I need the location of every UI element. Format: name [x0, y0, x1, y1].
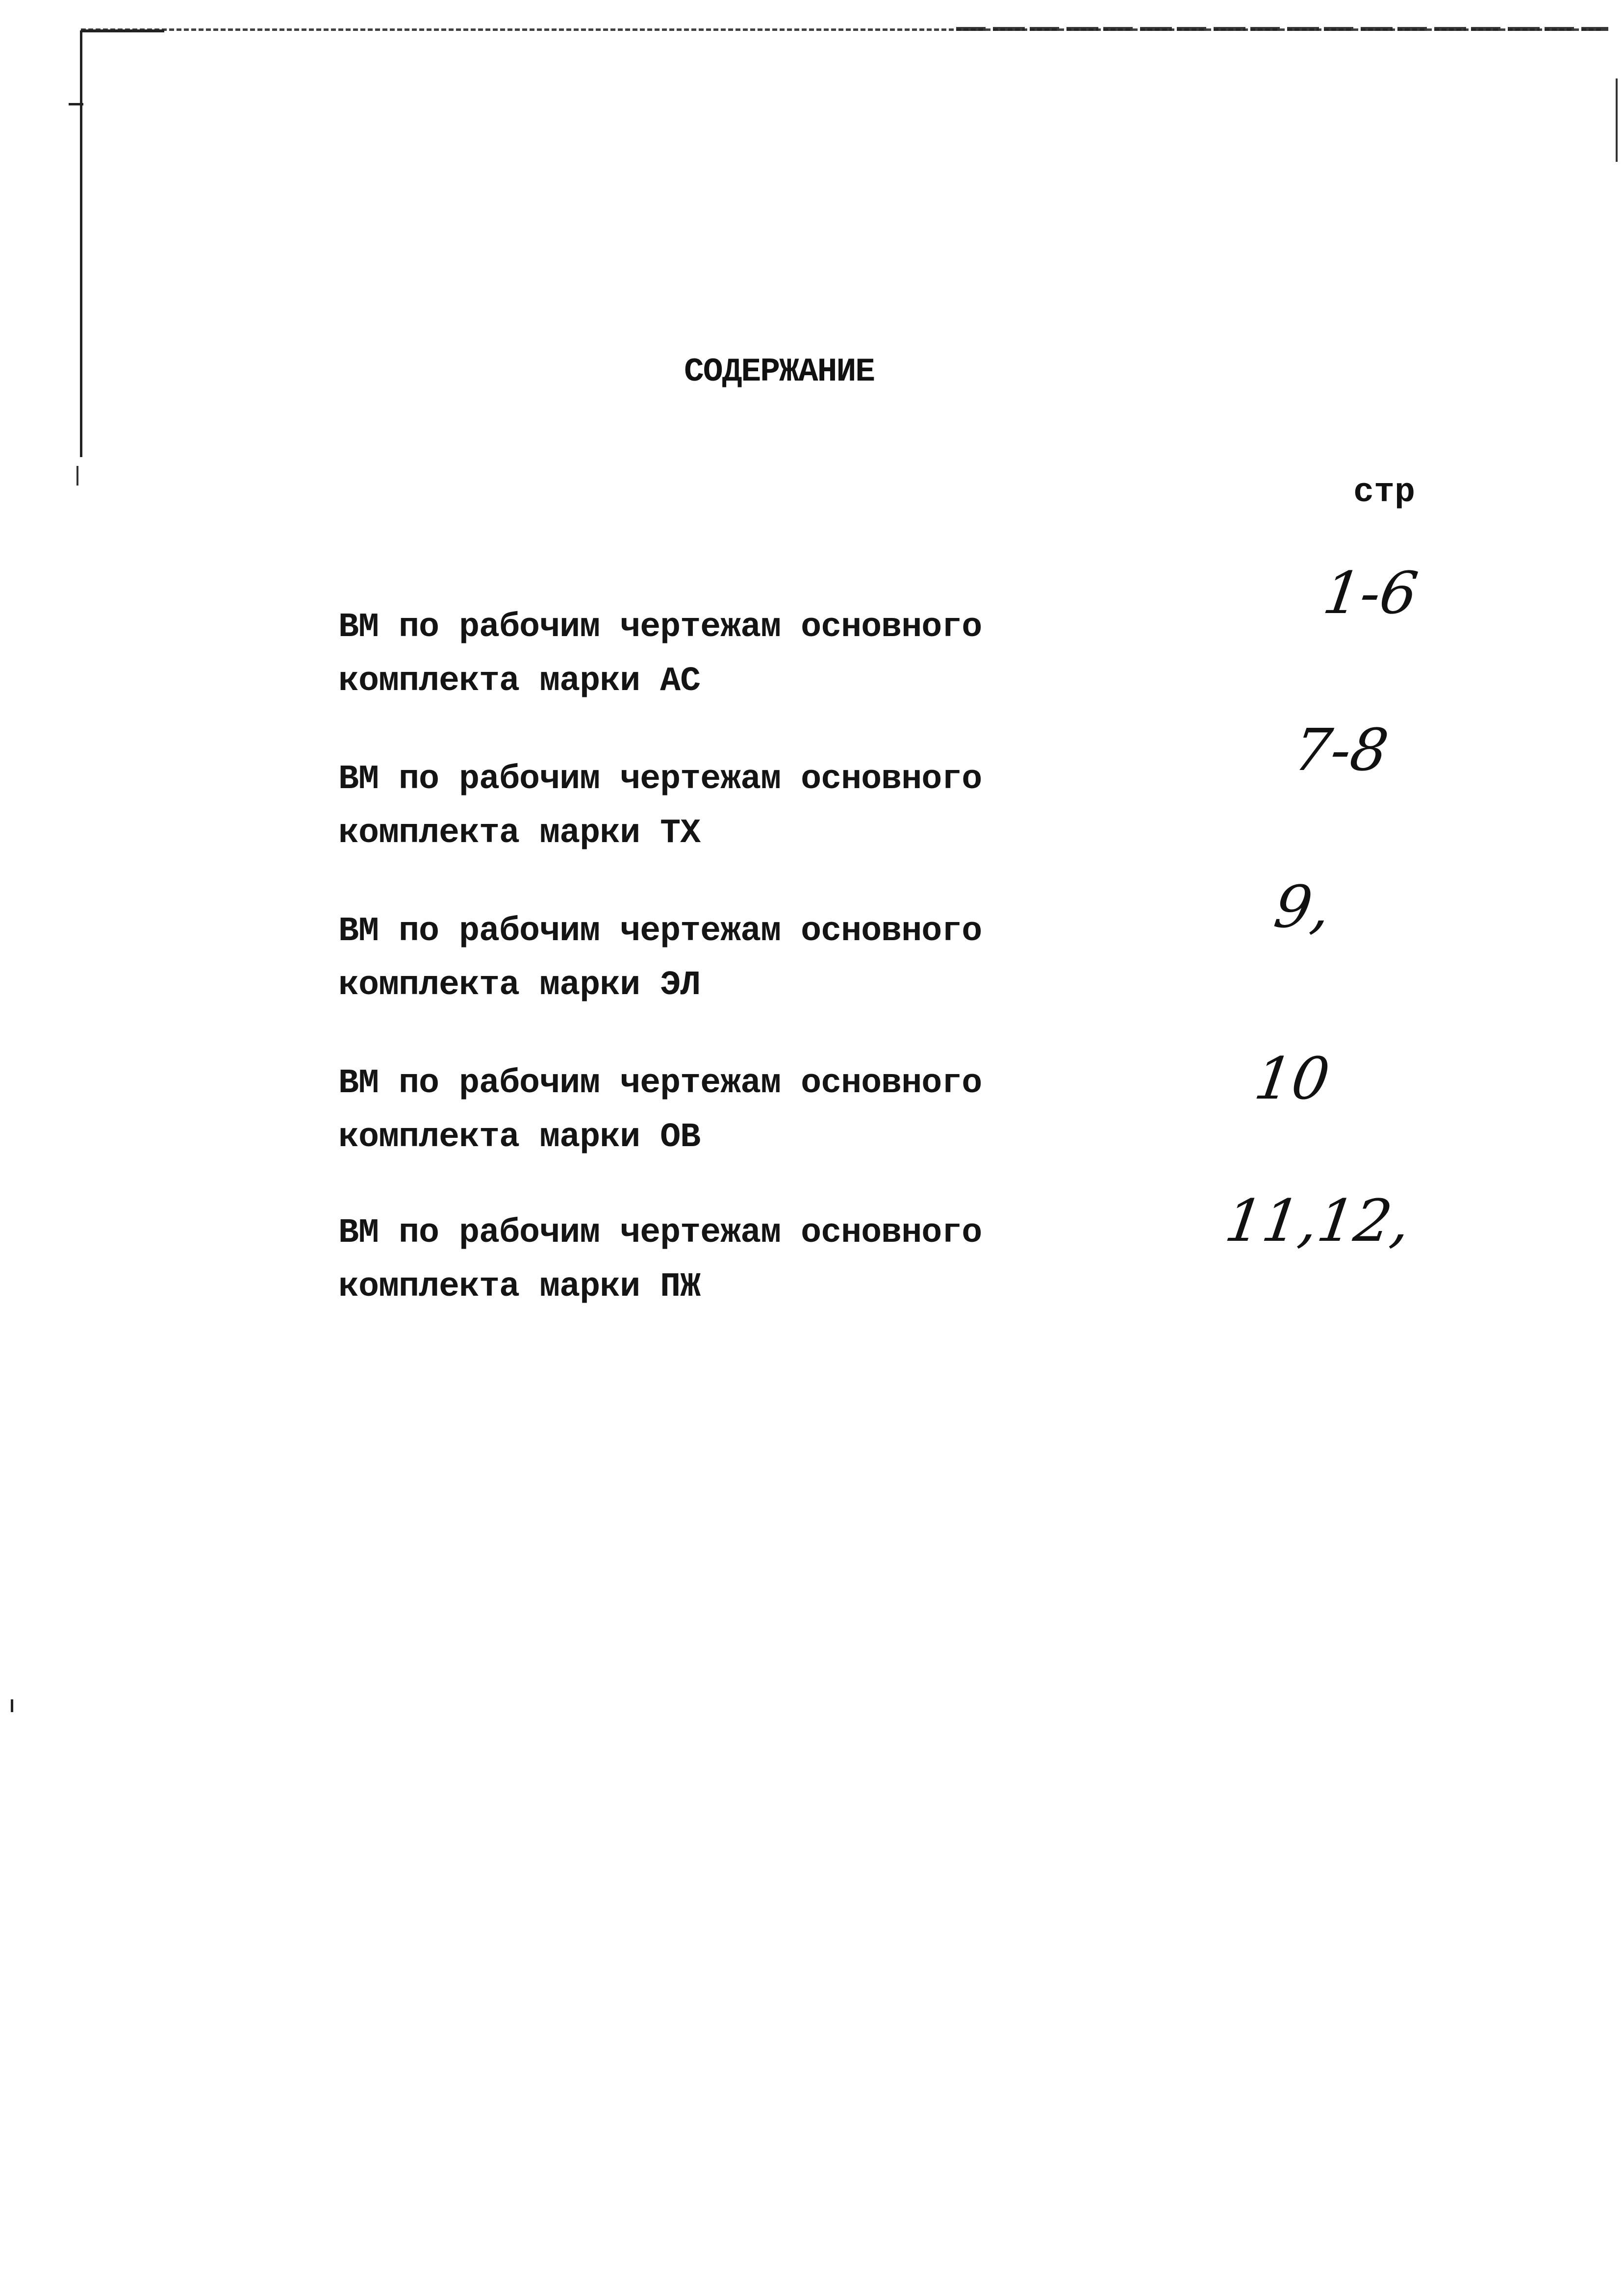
- toc-entry-line1: ВМ по рабочим чертежам основного: [338, 1214, 982, 1253]
- toc-entry-page: 10: [1250, 1045, 1334, 1112]
- toc-entry: [338, 601, 1074, 709]
- frame-left-line: [80, 30, 82, 457]
- toc-entry-line1: ВМ по рабочим чертежам основного: [338, 760, 982, 799]
- toc-entry-line2: комплекта марки АС: [338, 662, 701, 701]
- page-column-header: стр: [1353, 473, 1416, 512]
- frame-left-tick: [69, 103, 83, 105]
- toc-entry: [338, 1206, 1074, 1314]
- toc-entry-line2: комплекта марки ЭЛ: [338, 966, 701, 1005]
- toc-entry: [338, 1057, 1074, 1165]
- toc-entry-page: 1-6: [1319, 559, 1422, 627]
- toc-entry-page: 7-8: [1290, 716, 1393, 784]
- frame-left-lower-mark: [76, 466, 78, 486]
- toc-entry-line2: комплекта марки ТХ: [338, 814, 701, 853]
- toc-entry-line2: комплекта марки ОВ: [338, 1118, 701, 1157]
- frame-top-right-line: [956, 27, 1608, 31]
- document-title: СОДЕРЖАНИЕ: [684, 353, 875, 391]
- toc-entry-page: 11,12,: [1221, 1187, 1415, 1255]
- toc-entry-line1: ВМ по рабочим чертежам основного: [338, 912, 982, 951]
- toc-entry-line2: комплекта марки ПЖ: [338, 1268, 701, 1307]
- frame-right-line: [1616, 78, 1618, 162]
- toc-entry: [338, 905, 1074, 1013]
- toc-entry-line1: ВМ по рабочим чертежам основного: [338, 608, 982, 647]
- scan-stray-mark: [11, 1699, 13, 1712]
- toc-entry: [338, 753, 1074, 861]
- toc-entry-page: 9,: [1270, 873, 1335, 941]
- toc-entry-line1: ВМ по рабочим чертежам основного: [338, 1064, 982, 1103]
